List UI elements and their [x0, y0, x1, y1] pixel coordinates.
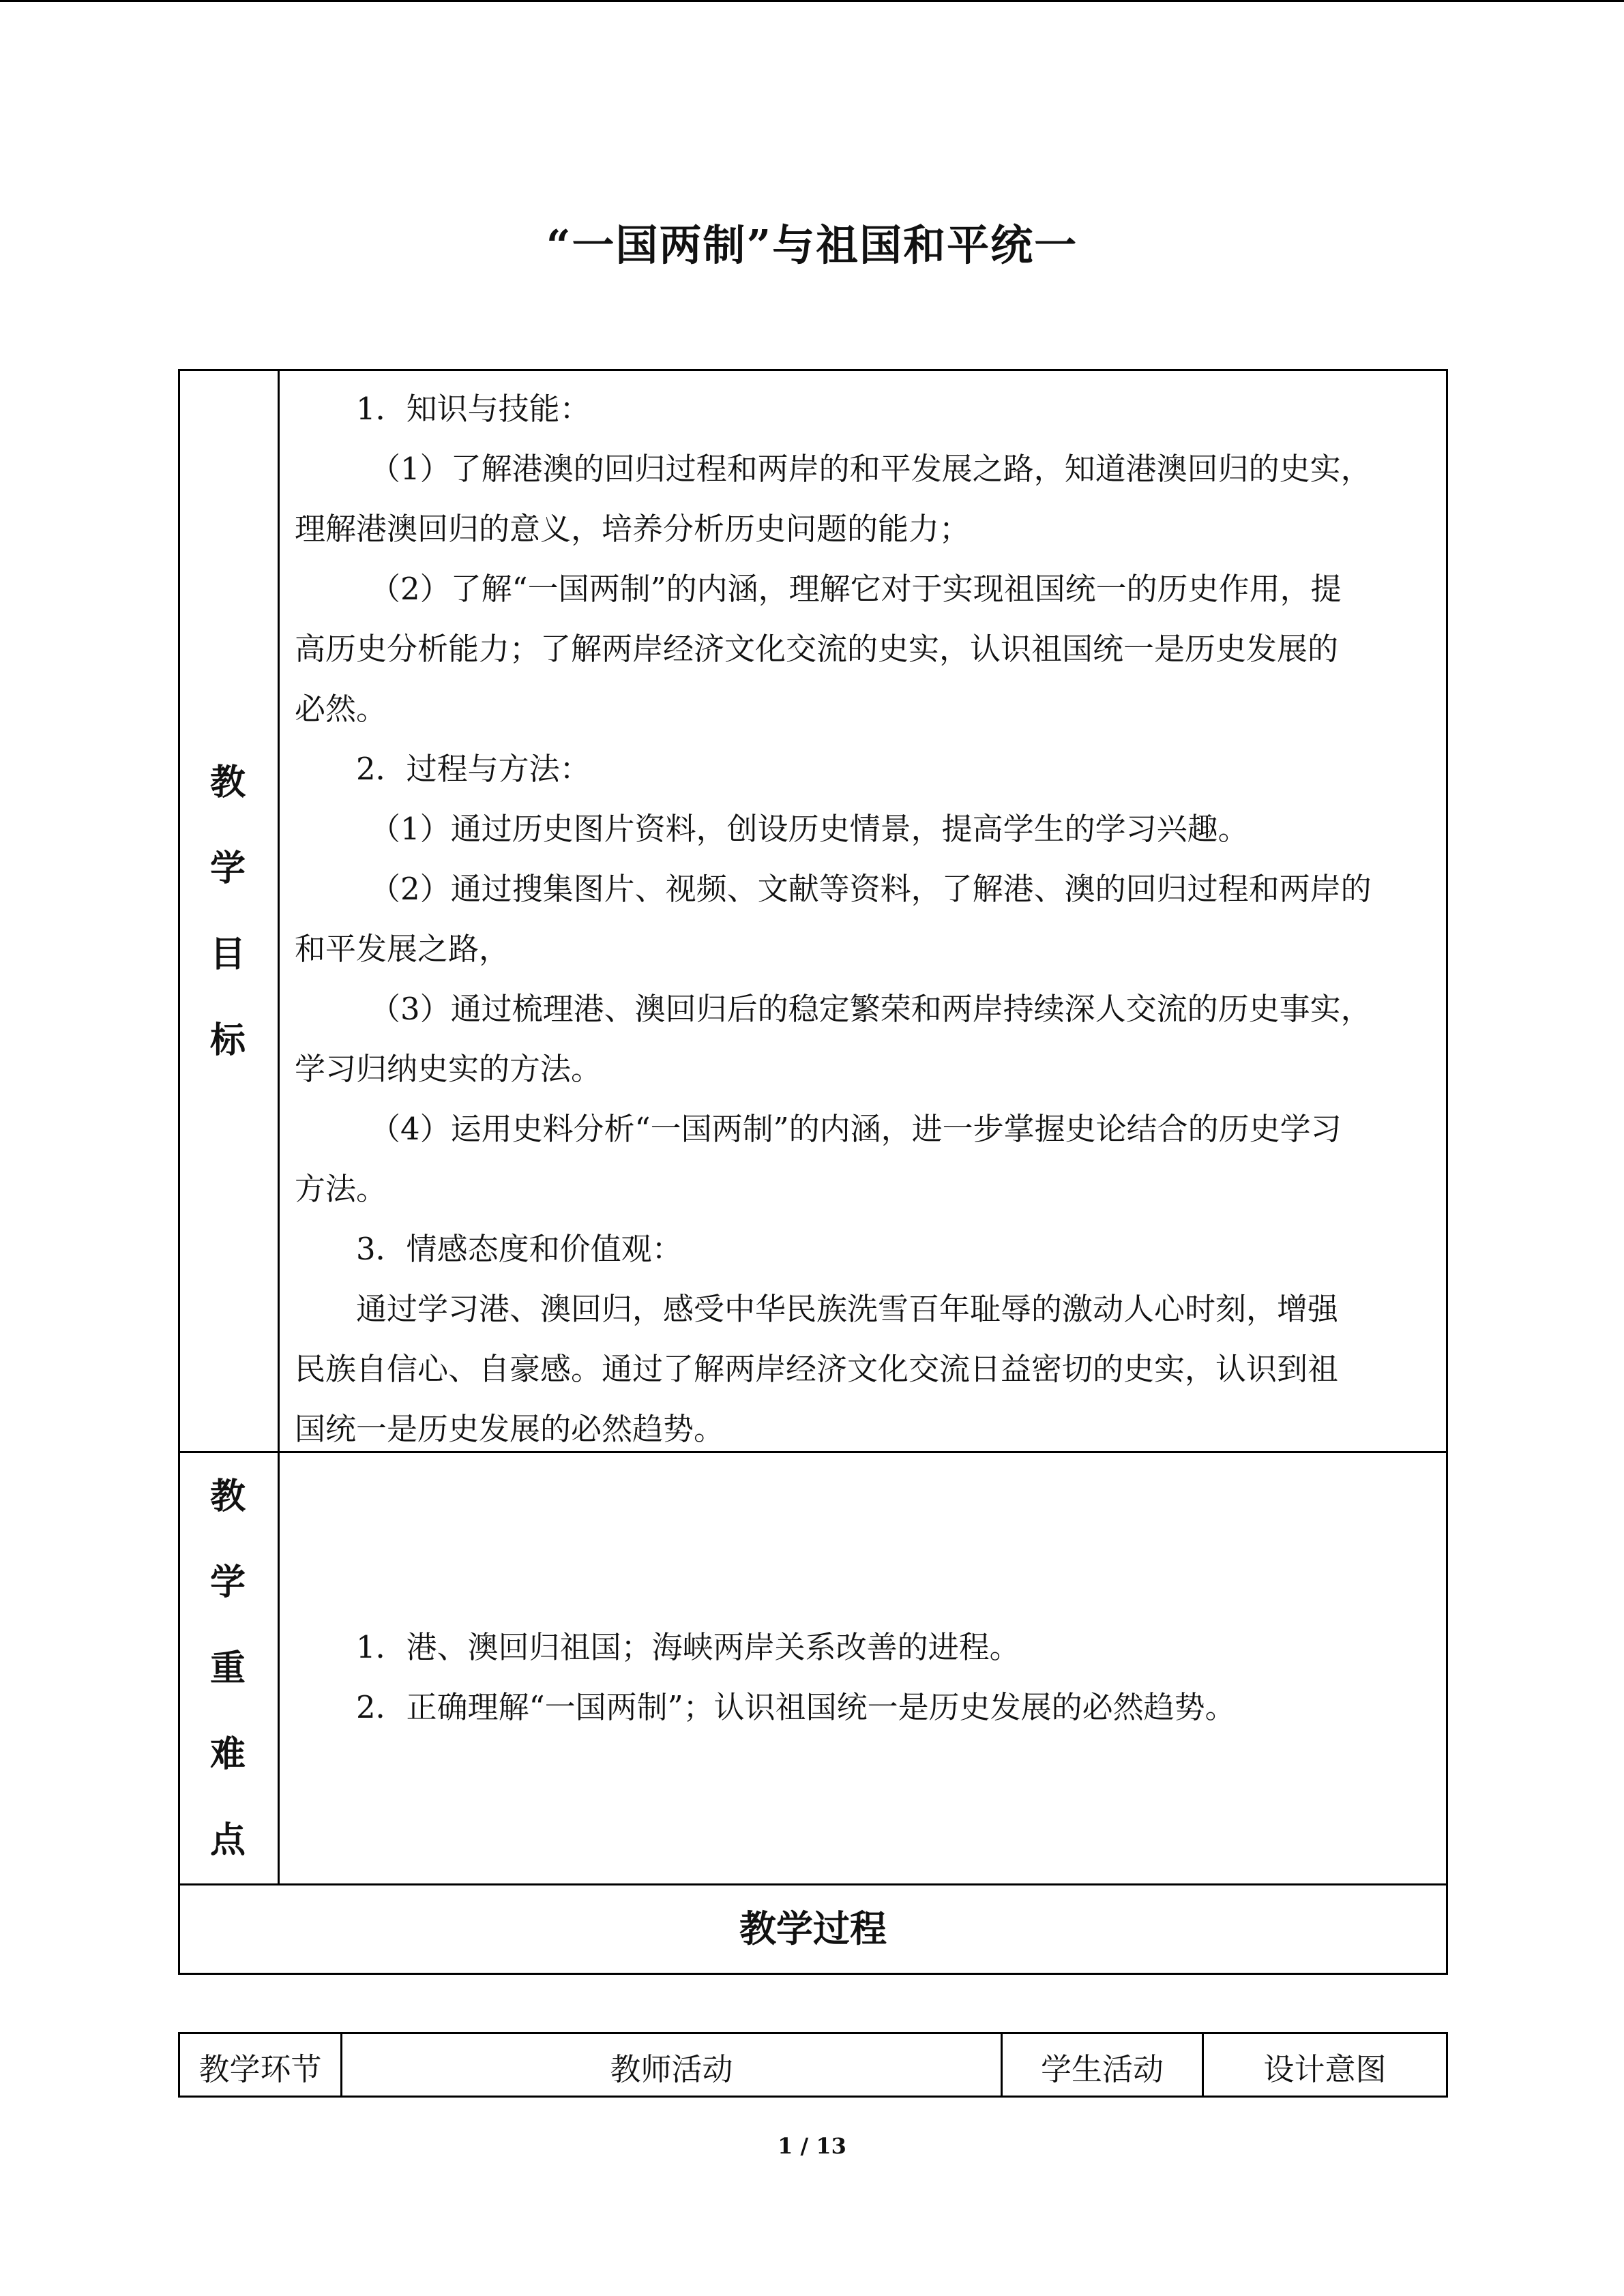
key-points-label-char: 点	[209, 1819, 246, 1861]
objectives-line: 高历史分析能力；了解两岸经济文化交流的史实，认识祖国统一是历史发展的	[295, 631, 1339, 667]
objectives-heading: 2．过程与方法：	[356, 751, 591, 787]
header-student-activity: 学生活动	[1040, 2051, 1164, 2087]
document-title: “一国两制”与祖国和平统一	[546, 220, 1078, 270]
objectives-label-char: 标	[209, 1019, 246, 1061]
label-column-divider	[278, 369, 280, 1885]
key-point-item: 2．正确理解“一国两制”；认识祖国统一是历史发展的必然趋势。	[356, 1689, 1236, 1725]
key-points-content	[295, 1617, 1427, 1738]
objectives-line: 民族自信心、自豪感。通过了解两岸经济文化交流日益密切的史实，认识到祖	[295, 1351, 1339, 1387]
objectives-label-char: 学	[209, 848, 246, 889]
key-points-label	[180, 1454, 276, 1883]
objectives-line: 方法。	[295, 1171, 387, 1207]
objectives-line: （1）了解港澳的回归过程和两岸的和平发展之路，知道港澳回归的史实，	[370, 451, 1372, 487]
key-points-label-char: 学	[209, 1562, 246, 1603]
header-teacher-activity: 教师活动	[610, 2051, 733, 2087]
objectives-line: 学习归纳史实的方法。	[295, 1051, 602, 1087]
objectives-line: （2）了解“一国两制”的内涵，理解它对于实现祖国统一的历史作用，提	[370, 571, 1342, 607]
objectives-label-char: 目	[209, 934, 246, 975]
process-heading: 教学过程	[739, 1907, 887, 1950]
objectives-line: 国统一是历史发展的必然趋势。	[295, 1411, 725, 1447]
objectives-line: （4）运用史料分析“一国两制”的内涵，进一步掌握史论结合的历史学习	[370, 1111, 1342, 1147]
objectives-line: 和平发展之路，	[295, 931, 510, 967]
objectives-label-char: 教	[209, 762, 246, 803]
top-border	[0, 0, 1624, 2]
objectives-line: 必然。	[295, 691, 387, 727]
objectives-line: （3）通过梳理港、澳回归后的稳定繁荣和两岸持续深人交流的历史事实，	[370, 991, 1372, 1027]
objectives-heading: 3．情感态度和价值观：	[356, 1231, 683, 1267]
objectives-line: （1）通过历史图片资料，创设历史情景，提高学生的学习兴趣。	[370, 811, 1249, 847]
header-teaching-stage: 教学环节	[198, 2051, 322, 2087]
key-point-item: 1．港、澳回归祖国；海峡两岸关系改善的进程。	[356, 1629, 1020, 1665]
objectives-label	[180, 740, 276, 1084]
objectives-content	[295, 379, 1427, 1459]
objectives-heading: 1．知识与技能：	[356, 391, 591, 427]
page-number: 1 / 13	[778, 2133, 846, 2159]
key-points-label-char: 教	[209, 1476, 246, 1517]
objectives-line: （2）通过搜集图片、视频、文献等资料，了解港、澳的回归过程和两岸的	[370, 871, 1372, 907]
objectives-line: 通过学习港、澳回归，感受中华民族洗雪百年耻辱的激动人心时刻，增强	[356, 1291, 1339, 1327]
objectives-line: 理解港澳回归的意义，培养分析历史问题的能力；	[295, 511, 971, 547]
key-points-label-char: 难	[209, 1733, 246, 1775]
header-design-intent: 设计意图	[1263, 2051, 1387, 2087]
key-points-label-char: 重	[209, 1648, 246, 1689]
